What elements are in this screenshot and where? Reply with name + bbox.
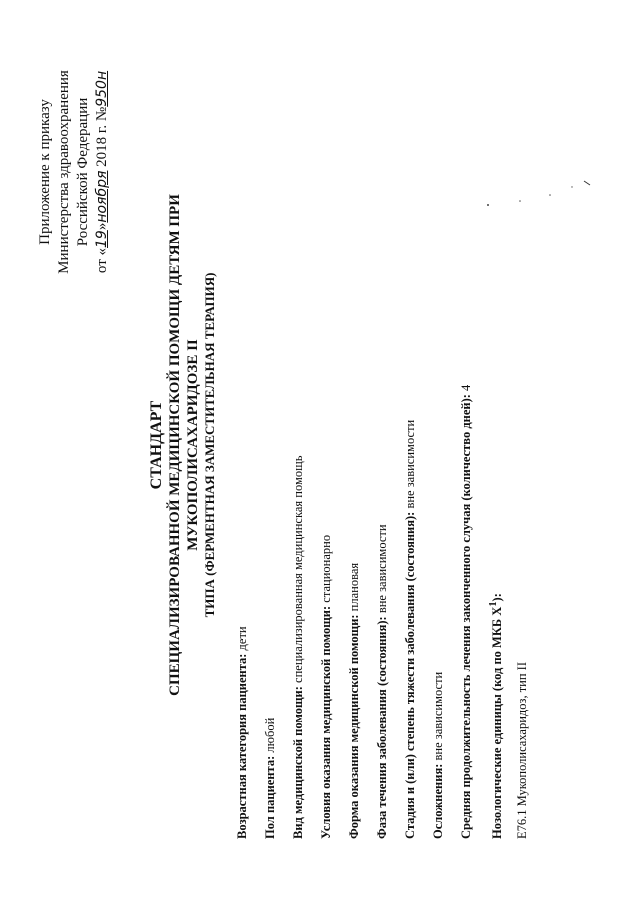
annex-line-1: Приложение к приказу — [37, 99, 53, 245]
param-value: вне зависимости — [375, 524, 389, 617]
title-block — [148, 95, 218, 795]
title-heading: СТАНДАРТ — [148, 400, 165, 490]
date-day: 19 — [94, 230, 110, 248]
param-value: специализированная медицинская помощь — [291, 455, 305, 687]
param-phase — [368, 39, 396, 839]
scan-specks — [480, 135, 610, 215]
param-label: Осложнения: — [431, 763, 445, 839]
param-sex — [256, 39, 284, 839]
param-value: 4 — [459, 384, 473, 395]
param-value: вне зависимости — [431, 671, 445, 764]
param-label: Фаза течения заболевания (состояния): — [375, 616, 389, 839]
nosology-label: Нозологические единицы (код по МКБ X — [490, 606, 505, 839]
date-prefix: от « — [94, 247, 110, 274]
param-label: Пол пациента: — [263, 755, 277, 839]
param-value: любой — [263, 717, 277, 756]
param-care-type — [284, 39, 312, 839]
nosology-suffix: ): — [490, 593, 505, 602]
title-line-1: СПЕЦИАЛИЗИРОВАННОЙ МЕДИЦИНСКОЙ ПОМОЩИ ДЕТЯМ ПРИ МУКОПОЛИСАХАРИДОЗЕ II — [167, 194, 201, 696]
annex-block — [36, 42, 112, 302]
param-complications — [424, 39, 452, 839]
param-duration — [452, 39, 480, 839]
param-label: Форма оказания медицинской помощи: — [347, 614, 361, 839]
title-line-2: ТИПА (ФЕРМЕНТНАЯ ЗАМЕСТИТЕЛЬНАЯ ТЕРАПИЯ) — [202, 272, 217, 618]
param-label: Возрастная категория пациента: — [235, 653, 249, 839]
param-value: дети — [235, 626, 249, 654]
param-value: плановая — [347, 562, 361, 615]
date-year: 2018 г. № — [94, 106, 110, 167]
date-sep: » — [94, 222, 110, 231]
param-care-form — [340, 39, 368, 839]
annex-line-2: Министерства здравоохранения — [56, 70, 72, 274]
param-care-conditions — [312, 39, 340, 839]
footnote-ref: 1 — [488, 601, 499, 607]
date-month: ноября — [94, 170, 110, 223]
param-label: Стадия и (или) степень тяжести заболевания (состояния): — [403, 511, 417, 839]
param-label: Условия оказания медицинской помощи: — [319, 605, 333, 839]
annex-line-3: Российской Федерации — [75, 97, 91, 247]
param-label: Средняя продолжительность лечения законченного случая (количество дней): — [459, 394, 473, 839]
param-label — [490, 593, 504, 839]
param-age — [228, 39, 256, 839]
param-label: Вид медицинской помощи: — [291, 686, 305, 839]
order-number: 950н — [94, 70, 110, 107]
annex-date-line — [93, 42, 112, 302]
param-value: вне зависимости — [403, 419, 417, 512]
param-value: стационарно — [319, 534, 333, 606]
param-stage — [396, 39, 424, 839]
param-value: E76.1 Мукополисахаридоз, тип II — [515, 662, 529, 839]
